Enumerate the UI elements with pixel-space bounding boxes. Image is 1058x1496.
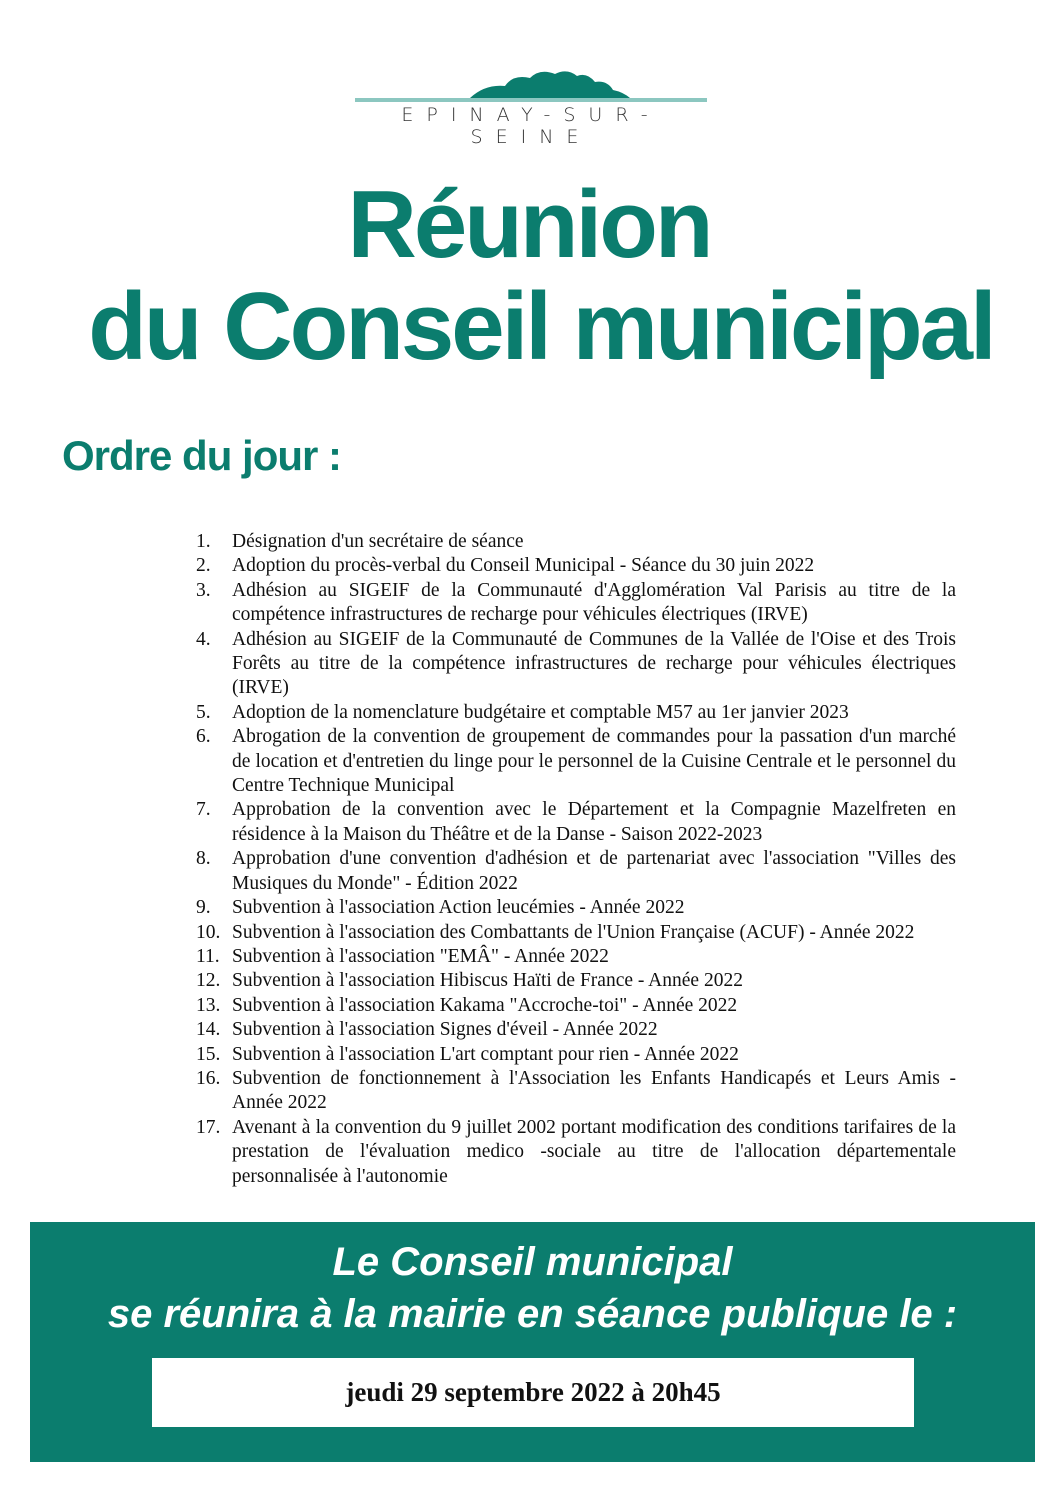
agenda-item-text: Subvention à l'association Hibiscus Haïti de France - Année 2022	[232, 970, 743, 992]
agenda-item-number: 17.	[196, 1116, 221, 1138]
agenda-item	[196, 921, 956, 945]
agenda-item-number: 16.	[196, 1067, 221, 1089]
agenda-item	[196, 701, 956, 725]
city-logo	[355, 62, 707, 148]
agenda-item	[196, 969, 956, 993]
agenda-item-text: Subvention à l'association Action leucémies - Année 2022	[232, 897, 685, 919]
agenda-item	[196, 1067, 956, 1116]
agenda-item	[196, 994, 956, 1018]
agenda-item	[196, 798, 956, 847]
agenda-item-number: 1.	[196, 531, 211, 552]
agenda-item-text: Subvention de fonctionnement à l'Association les Enfants Handicapés et Leurs Amis - Année 2022	[232, 1067, 956, 1114]
agenda-item-number: 8.	[196, 848, 211, 870]
agenda-item-number: 4.	[196, 628, 211, 650]
agenda-item-number: 9.	[196, 897, 211, 919]
agenda-item-number: 12.	[196, 970, 221, 992]
agenda-item-number: 15.	[196, 1043, 221, 1065]
agenda-item	[196, 530, 956, 554]
agenda-item-number: 7.	[196, 799, 211, 821]
agenda-item-text: Subvention à l'association Signes d'éveil - Année 2022	[232, 1019, 658, 1041]
agenda-item-text: Adoption du procès-verbal du Conseil Municipal - Séance du 30 juin 2022	[232, 555, 815, 577]
agenda-item-number: 13.	[196, 994, 221, 1016]
agenda-item-number: 11.	[196, 945, 220, 967]
agenda-item-number: 6.	[196, 726, 211, 748]
agenda-item-number: 14.	[196, 1019, 221, 1041]
agenda-item	[196, 725, 956, 798]
agenda-item-number: 10.	[196, 921, 221, 943]
agenda-item-number: 2.	[196, 555, 211, 577]
agenda-item-text: Adhésion au SIGEIF de la Communauté d'Agglomération Val Parisis au titre de la compétence infrastructures de recharge pour véhicules électriques (IRVE)	[232, 579, 956, 626]
agenda-item	[196, 896, 956, 920]
hills-logo-icon	[355, 62, 707, 104]
agenda-item-text: Subvention à l'association des Combattants de l'Union Française (ACUF) - Année 2022	[232, 921, 915, 943]
agenda-item-number: 3.	[196, 579, 211, 601]
agenda-item	[196, 1018, 956, 1042]
agenda-item-text: Subvention à l'association "EMÂ" - Année 2022	[232, 945, 609, 967]
agenda-item-text: Approbation de la convention avec le Département et la Compagnie Mazelfreten en résidence à la Maison du Théâtre et de la Danse - Saison 2022-2023	[232, 799, 956, 845]
agenda-item-text: Désignation d'un secrétaire de séance	[232, 531, 524, 552]
title-line-1: Réunion	[347, 171, 711, 278]
agenda-item-text: Abrogation de la convention de groupement de commandes pour la passation d'un marché de location et d'entretien du linge pour le personnel de la Cuisine Centrale et le personnel du Centre Technique Municipal	[232, 726, 956, 797]
agenda-list	[196, 530, 956, 1189]
agenda-item-text: Approbation d'une convention d'adhésion et de partenariat avec l'association "Villes des Musiques du Monde" - Édition 2022	[232, 848, 956, 894]
agenda-item	[196, 847, 956, 896]
title-line-2: du Conseil municipal	[88, 273, 994, 380]
meeting-banner	[30, 1222, 1035, 1462]
banner-line-2: se réunira à la mairie en séance publique le :	[107, 1292, 958, 1336]
agenda-item-text: Avenant à la convention du 9 juillet 2002 portant modification des conditions tarifaires de la prestation de l'évaluation medico -sociale au titre de l'allocation départementale personnalisée à l'autonomie	[232, 1116, 956, 1187]
agenda-item	[196, 579, 956, 628]
agenda-item-text: Adoption de la nomenclature budgétaire et comptable M57 au 1er janvier 2023	[232, 701, 849, 723]
agenda-item-text: Subvention à l'association Kakama "Accroche-toi" - Année 2022	[232, 994, 738, 1016]
agenda-heading: Ordre du jour :	[62, 432, 341, 479]
logo-text: EPINAY-SUR-SEINE	[401, 104, 661, 148]
banner-line-1: Le Conseil municipal	[332, 1240, 733, 1284]
agenda-item	[196, 945, 956, 969]
agenda-item	[196, 1116, 956, 1189]
agenda-item-number: 5.	[196, 701, 211, 723]
agenda-item-text: Adhésion au SIGEIF de la Communauté de Communes de la Vallée de l'Oise et des Trois Forêts au titre de la compétence infrastructures de recharge pour véhicules électriques (IRVE)	[232, 628, 956, 699]
agenda-item	[196, 628, 956, 701]
agenda-item	[196, 554, 956, 578]
agenda-item	[196, 1043, 956, 1067]
agenda-item-text: Subvention à l'association L'art comptant pour rien - Année 2022	[232, 1043, 739, 1065]
meeting-date: jeudi 29 septembre 2022 à 20h45	[152, 1358, 914, 1427]
